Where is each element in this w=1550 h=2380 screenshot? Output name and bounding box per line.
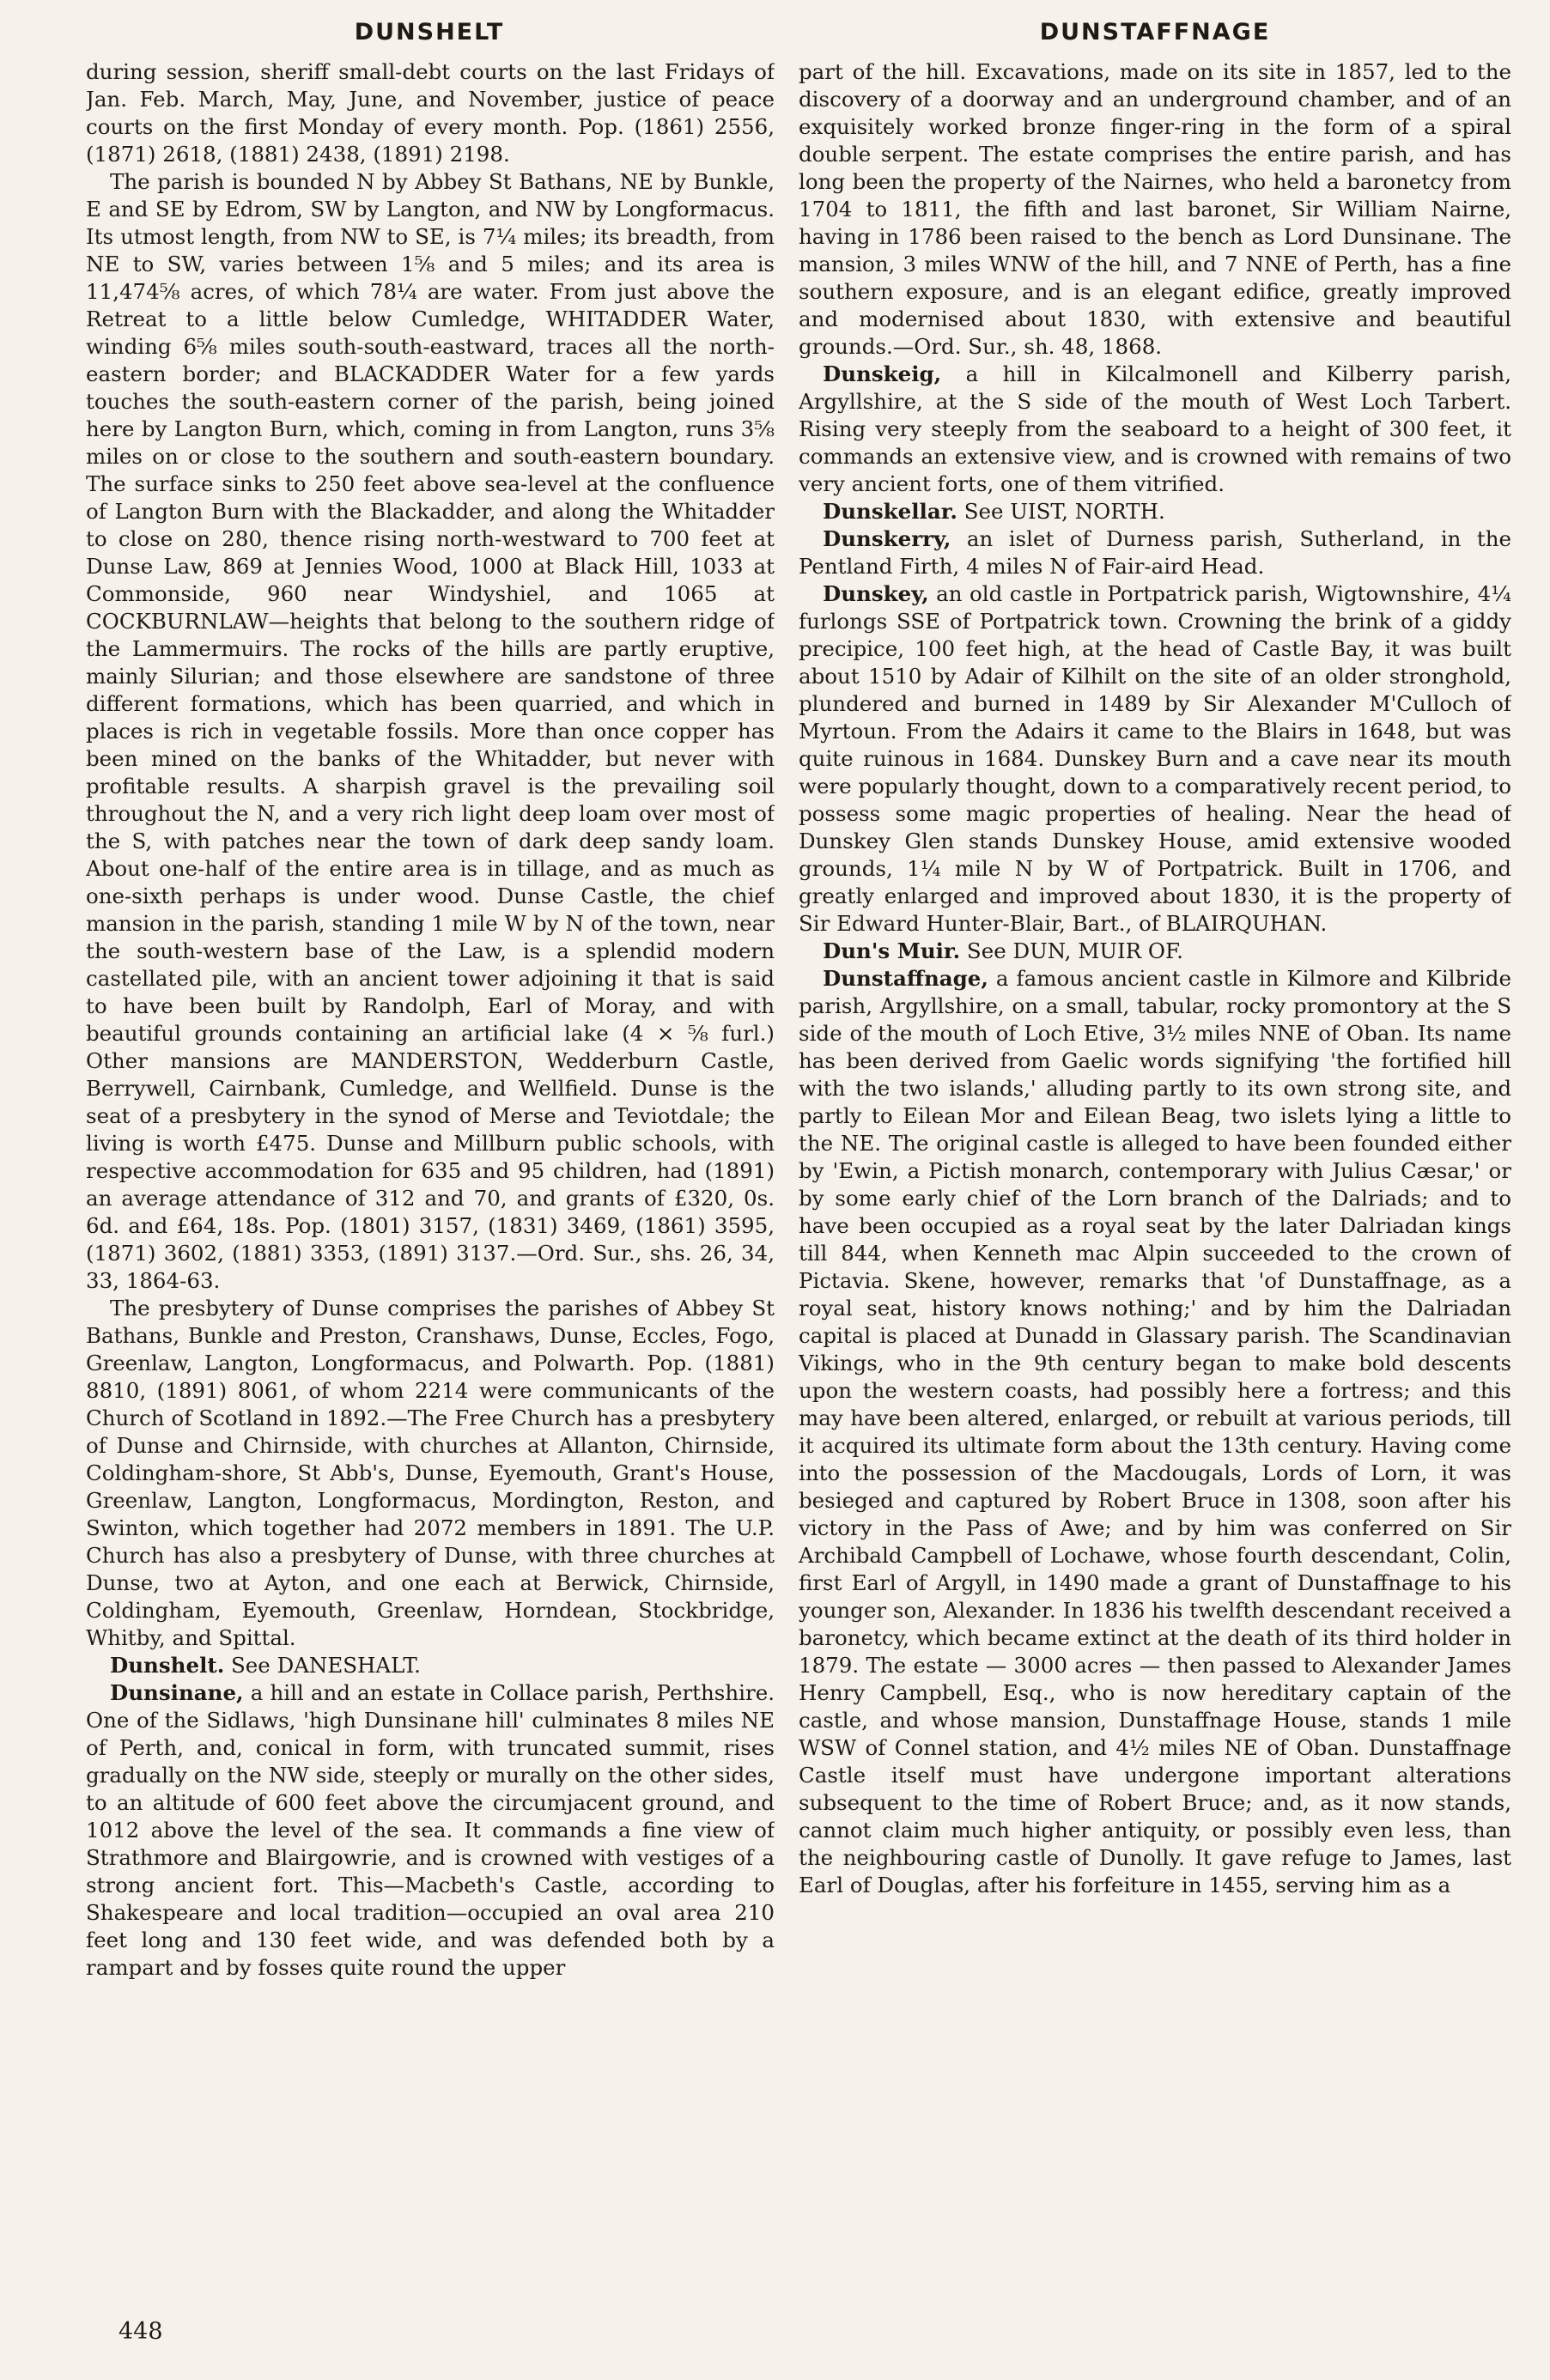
entry-body: an old castle in Portpatrick parish, Wigtownshire, 4¼ furlongs SSE of Portpatrick town. Crowning the brink of a giddy precipice, 100 feet high, at the head of Castle Bay, it was built about 1510 by Adair of Kilhilt on the site of an older stronghold, plundered and burned in 1489 by Sir Alexander M'Culloch of Myrtoun. From the Adairs it came to the Blairs in 1648, but was quite ruinous in 1684. Dunskey Burn and a cave near its mouth were popularly thought, down to a comparatively recent period, to possess some magic properties of healing. Near the head of Dunskey Glen stands Dunskey House, amid extensive wooded grounds, 1¼ mile N by W of Portpatrick. Built in 1706, and greatly enlarged and improved about 1830, it is the property of Sir Edward Hunter-Blair, Bart., of BLAIRQUHAN.: [799, 581, 1511, 936]
entry-headword: Dunskey,: [823, 581, 929, 606]
entry-headword: Dunskellar.: [823, 499, 957, 524]
entry-dunsinane: [86, 1679, 775, 1982]
entry-headword: Dunskerry,: [823, 526, 951, 551]
entry-body: a hill and an estate in Collace parish, Perthshire. One of the Sidlaws, 'high Dunsinane hill' culminates 8 miles NE of Perth, and, conical in form, with truncated summit, rises gradually on the NW side, steeply or murally on the other sides, to an altitude of 600 feet above the circumjacent ground, and 1012 above the level of the sea. It commands a fine view of Strathmore and Blairgowrie, and is crowned with vestiges of a strong ancient fort. This—Macbeth's Castle, according to Shakespeare and local tradition—occupied an oval area 210 feet long and 130 feet wide, and was defended both by a rampart and by fosses quite round the upper: [86, 1680, 775, 1980]
entry-body: an islet of Durness parish, Sutherland, in the Pentland Firth, 4 miles N of Fair-aird Head.: [799, 526, 1511, 579]
entry-headword: Dunsinane,: [110, 1680, 244, 1705]
entry-dunstaffnage: [799, 965, 1511, 1899]
entry-body: See DUN, MUIR OF.: [966, 938, 1183, 963]
presbytery-paragraph: The presbytery of Dunse comprises the parishes of Abbey St Bathans, Bunkle and Preston, Cranshaws, Dunse, Eccles, Fogo, Greenlaw, Langton, Longformacus, and Polwarth. Pop. (1881) 8810, (1891) 8061, of whom 2214 were communicants of the Church of Scotland in 1892.—The Free Church has a presbytery of Dunse and Chirnside, with churches at Allanton, Chirnside, Coldingham-shore, St Abb's, Dunse, Eyemouth, Grant's House, Greenlaw, Langton, Longformacus, Mordington, Reston, and Swinton, which together had 2072 members in 1891. The U.P. Church has also a presbytery of Dunse, with three churches at Dunse, two at Ayton, and one each at Berwick, Chirnside, Coldingham, Eyemouth, Greenlaw, Horndean, Stockbridge, Whitby, and Spittal.: [86, 1296, 775, 1650]
entry-dunskellar: [799, 498, 1511, 525]
entry-body: a famous ancient castle in Kilmore and Kilbride parish, Argyllshire, on a small, tabular, rocky promontory at the S side of the mouth of Loch Etive, 3½ miles NNE of Oban. Its name has been derived from Gaelic words signifying 'the fortified hill with the two islands,' alluding partly to its own strong site, and partly to Eilean Mor and Eilean Beag, two islets lying a little to the NE. The original castle is alleged to have been founded either by 'Ewin, a Pictish monarch, contemporary with Julius Cæsar,' or by some early chief of the Lorn branch of the Dalriads; and to have been occupied as a royal seat by the later Dalriadan kings till 844, when Kenneth mac Alpin succeeded to the crown of Pictavia. Skene, however, remarks that 'of Dunstaffnage, as a royal seat, history knows nothing;' and by him the Dalriadan capital is placed at Dunadd in Glassary parish. The Scandinavian Vikings, who in the 9th century began to make bold descents upon the western coasts, had possibly here a fortress; and this may have been altered, enlarged, or rebuilt at various periods, till it acquired its ultimate form about the 13th century. Having come into the possession of the Macdougals, Lords of Lorn, it was besieged and captured by Robert Bruce in 1308, soon after his victory in the Pass of Awe; and by him was conferred on Sir Archibald Campbell of Lochawe, whose fourth descendant, Colin, first Earl of Argyll, in 1490 made a grant of Dunstaffnage to his younger son, Alexander. In 1836 his twelfth descendant received a baronetcy, which became extinct at the death of its third holder in 1879. The estate — 3000 acres — then passed to Alexander James Henry Campbell, Esq., who is now hereditary captain of the castle, and whose mansion, Dunstaffnage House, stands 1 mile WSW of Connel station, and 4½ miles NE of Oban. Dunstaffnage Castle itself must have undergone important alterations subsequent to the time of Robert Bruce; and, as it now stands, cannot claim much higher antiquity, or possibly even less, than the neighbouring castle of Dunolly. It gave refuge to James, last Earl of Douglas, after his forfeiture in 1455, serving him as a: [799, 966, 1511, 1897]
entry-dunshelt: [86, 1652, 775, 1679]
page-number: 448: [119, 2318, 163, 2345]
left-column: [86, 58, 775, 2325]
entry-body: See UIST, NORTH.: [963, 499, 1165, 524]
entry-headword: Dun's Muir.: [823, 938, 961, 963]
continued-paragraph: part of the hill. Excavations, made on its site in 1857, led to the discovery of a doorway and an underground chamber, and of an exquisitely worked bronze finger-ring in the form of a spiral double serpent. The estate comprises the entire parish, and has long been the property of the Nairnes, who held a baronetcy from 1704 to 1811, the fifth and last baronet, Sir William Nairne, having in 1786 been raised to the bench as Lord Dunsinane. The mansion, 3 miles WNW of the hill, and 7 NNE of Perth, has a fine southern exposure, and is an elegant edifice, greatly improved and modernised about 1830, with extensive and beautiful grounds.—Ord. Sur., sh. 48, 1868.: [799, 59, 1511, 359]
entry-dunskey: [799, 580, 1511, 938]
entry-dunskerry: [799, 525, 1511, 580]
entry-headword: Dunstaffnage,: [823, 966, 988, 991]
continued-paragraph: during session, sheriff small-debt courts on the last Fridays of Jan. Feb. March, May, June, and November, justice of peace courts on the first Monday of every month. Pop. (1861) 2556, (1871) 2618, (1881) 2438, (1891) 2198.: [86, 59, 775, 167]
running-head-left: DUNSHELT: [354, 19, 505, 46]
entry-body: a hill in Kilcalmonell and Kilberry parish, Argyllshire, at the S side of the mouth of West Loch Tarbert. Rising very steeply from the seaboard to a height of 300 feet, it commands an extensive view, and is crowned with remains of two very ancient forts, one of them vitrified.: [799, 361, 1511, 496]
running-head-right: DUNSTAFFNAGE: [1039, 19, 1271, 46]
right-column: [799, 58, 1511, 2325]
entry-headword: Dunskeig,: [823, 361, 942, 386]
entry-dunskeig: [799, 361, 1511, 498]
entry-duns-muir: [799, 938, 1511, 965]
entry-body: See DANESHALT.: [231, 1653, 421, 1678]
entry-headword: Dunshelt.: [110, 1653, 225, 1678]
parish-paragraph: The parish is bounded N by Abbey St Bathans, NE by Bunkle, E and SE by Edrom, SW by Langton, and NW by Longformacus. Its utmost length, from NW to SE, is 7¼ miles; its breadth, from NE to SW, varies between 1⅝ and 5 miles; and its area is 11,474⅝ acres, of which 78¼ are water. From just above the Retreat to a little below Cumledge, WHITADDER Water, winding 6⅝ miles south-south-eastward, traces all the north-eastern border; and BLACKADDER Water for a few yards touches the south-eastern corner of the parish, being joined here by Langton Burn, which, coming in from Langton, runs 3⅝ miles on or close to the southern and south-eastern boundary. The surface sinks to 250 feet above sea-level at the confluence of Langton Burn with the Blackadder, and along the Whitadder to close on 280, thence rising north-westward to 700 feet at Dunse Law, 869 at Jennies Wood, 1000 at Black Hill, 1033 at Commonside, 960 near Windyshiel, and 1065 at COCKBURNLAW—heights that belong to the southern ridge of the Lammermuirs. The rocks of the hills are partly eruptive, mainly Silurian; and those elsewhere are sandstone of three different formations, which has been quarried, and which in places is rich in vegetable fossils. More than once copper has been mined on the banks of the Whitadder, but never with profitable results. A sharpish gravel is the prevailing soil throughout the N, and a very rich light deep loam over most of the S, with patches near the town of dark deep sandy loam. About one-half of the entire area is in tillage, and as much as one-sixth perhaps is under wood. Dunse Castle, the chief mansion in the parish, standing 1 mile W by N of the town, near the south-western base of the Law, is a splendid modern castellated pile, with an ancient tower adjoining it that is said to have been built by Randolph, Earl of Moray, and with beautiful grounds containing an artificial lake (4 × ⅝ furl.) Other mansions are MANDERSTON, Wedderburn Castle, Berrywell, Cairnbank, Cumledge, and Wellfield. Dunse is the seat of a presbytery in the synod of Merse and Teviotdale; the living is worth £475. Dunse and Millburn public schools, with respective accommodation for 635 and 95 children, had (1891) an average attendance of 312 and 70, and grants of £320, 0s. 6d. and £64, 18s. Pop. (1801) 3157, (1831) 3469, (1861) 3595, (1871) 3602, (1881) 3353, (1891) 3137.—Ord. Sur., shs. 26, 34, 33, 1864-63.: [86, 169, 775, 1293]
